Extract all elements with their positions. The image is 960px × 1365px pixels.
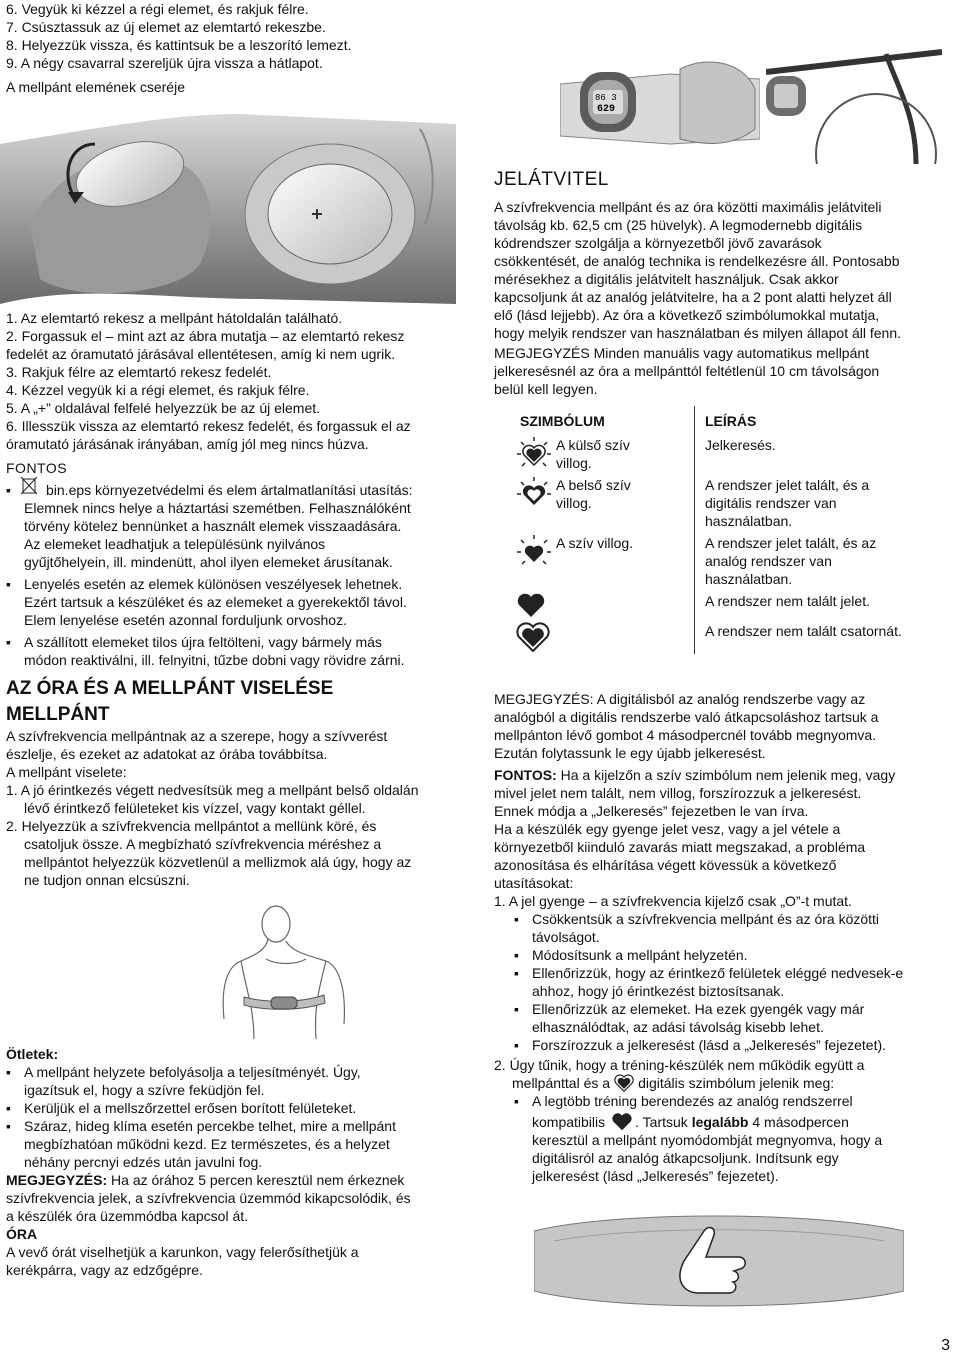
text-line: MEGJEGYZÉS Minden manuális vagy automatikus mellpánt bbox=[494, 345, 870, 361]
bullet-part-bold: legalább bbox=[691, 1113, 749, 1130]
fontos2-text: Ha a kijelzőn a szív szimbólum nem jelenik meg, vagy bbox=[556, 767, 896, 783]
symbol-label: A szív villog. bbox=[556, 535, 634, 551]
table-row bbox=[512, 474, 932, 532]
symbol-label: villog. bbox=[556, 495, 592, 511]
table-head-description: LEÍRÁS bbox=[705, 413, 757, 429]
text-line: Ennek módja a „Jelkeresés” fejezetben le van írva. bbox=[494, 803, 809, 819]
step-head bbox=[494, 1074, 956, 1092]
strap-steps bbox=[6, 309, 470, 453]
bullet-line: digitálisról az analóg átkapcsoljunk. Indítsunk egy bbox=[532, 1150, 839, 1166]
step-bullet bbox=[494, 1036, 956, 1054]
fontos-line: Az elemeket leadhatjuk a településünk nyilvános bbox=[24, 536, 326, 552]
symbol-label: A belső szív bbox=[556, 477, 631, 493]
fontos-label: FONTOS bbox=[6, 460, 68, 476]
step-line: 3. Rakjuk félre az elemtartó rekesz fedelét. bbox=[6, 364, 272, 380]
symbol-label: A külső szív bbox=[556, 437, 630, 453]
bullet-part: . Tartsuk bbox=[635, 1113, 692, 1130]
text-line: csökkentését, de analóg technika is rendelkezésre áll. Pontosabb bbox=[494, 253, 900, 269]
heart-solid-icon bbox=[516, 592, 690, 618]
text-line: MEGJEGYZÉS: A digitálisból az analóg rendszerbe vagy az bbox=[494, 691, 866, 707]
fontos-bullet bbox=[6, 575, 470, 629]
fontos-line: gyűjtőhelyein, ill. mindenütt, ahol ilyen elemeket árusítanak. bbox=[24, 554, 393, 570]
symbol-description: használatban. bbox=[705, 571, 793, 587]
text-line: 1. A jó érintkezés végett nedvesítsük meg a mellpánt belső oldalán bbox=[6, 782, 419, 798]
fontos-line: ▪ A szállított elemeket tilos újra feltölteni, vagy bármely más bbox=[24, 634, 382, 650]
bullet-line: elhasználódtak, az adási távolság kisebb lehet. bbox=[532, 1019, 824, 1035]
bullet-line: jelkeresést (lásd „Jelkeresés” fejezetet). bbox=[532, 1168, 779, 1184]
heart-inner-blink-icon bbox=[516, 476, 556, 510]
text-line: lévő érintkező felületeket kis vízzel, vagy kontakt géllel. bbox=[24, 800, 366, 816]
tip-line: ▪ A mellpánt helyzete befolyásolja a teljesítményét. Úgy, bbox=[24, 1064, 361, 1080]
fontos2-bold: FONTOS: bbox=[494, 767, 557, 783]
text-line: kódrendszer szolgálja a környezetből jövő zavarások bbox=[494, 235, 822, 251]
ora-line: kerékpárra, vagy az edzőgépre. bbox=[6, 1262, 203, 1278]
step-line: 9. A négy csavarral szereljük újra vissza a hátlapot. bbox=[6, 55, 323, 71]
fontos-line: módon reaktiválni, ill. felnyitni, tűzbe dobni vagy rövidre zárni. bbox=[24, 652, 405, 668]
fontos-bullet bbox=[6, 633, 470, 669]
tip-item bbox=[6, 1117, 470, 1171]
text-line: mellpántot helyezzük közvetlenül a mellizmok alá úgy, hogy az bbox=[24, 854, 412, 870]
bullet-line: ▪ Ellenőrizzük az elemeket. Ha ezek gyengék vagy már bbox=[532, 1001, 865, 1017]
text-line: A szívfrekvencia mellpánt és az óra közötti maximális jelátviteli bbox=[494, 199, 882, 215]
text-line: ne tudjon onnan elcsúszni. bbox=[24, 872, 190, 888]
note-text: Ha az órához 5 percen keresztül nem érkeznek bbox=[107, 1172, 405, 1188]
strap-button-press-illustration bbox=[534, 1201, 904, 1313]
table-row bbox=[512, 590, 932, 620]
text-line: elő (lásd lejjebb). Az óra a következő szimbólumokkal mutatja, bbox=[494, 307, 880, 323]
bullet-part: 4 másodpercen bbox=[748, 1113, 849, 1130]
table-row bbox=[512, 532, 932, 590]
bullet-line: ▪ Forszírozzuk a jelkeresést (lásd a „Jelkeresés” fejezetet). bbox=[532, 1037, 887, 1053]
symbol-label: villog. bbox=[556, 455, 592, 471]
text-line: mivel jelet nem talált, nem villog, forszírozzuk a jelkeresést. bbox=[494, 785, 862, 801]
symbol-description: A rendszer nem talált csatornát. bbox=[705, 623, 902, 639]
table-row bbox=[512, 620, 932, 654]
text-line: Ha a készülék egy gyenge jelet vesz, vagy a jel vétele a bbox=[494, 821, 841, 837]
text-line: belül kell legyen. bbox=[494, 381, 598, 397]
text-line: azonosítása és elhárítása végett kövessük a következő bbox=[494, 857, 837, 873]
tip-line: megbízhatóan működni kezd. Ez természetes, és a helyzet bbox=[24, 1136, 390, 1152]
fontos2 bbox=[494, 766, 956, 892]
bullet-line: ▪ Módosítsunk a mellpánt helyzetén. bbox=[532, 947, 748, 963]
ora-line: A vevő órát viselhetjük a karunkon, vagy felerősíthetjük a bbox=[6, 1244, 359, 1260]
step-line: 8. Helyezzük vissza, és kattintsuk be a leszorító lemezt. bbox=[6, 37, 352, 53]
text-line: hogy melyik rendszer van használatban és milyen állapot áll fenn. bbox=[494, 325, 902, 341]
steps2 bbox=[494, 1056, 956, 1185]
heart-blink-icon bbox=[516, 534, 556, 568]
jelatvitel-text bbox=[494, 198, 956, 398]
bullet-line: távolságot. bbox=[532, 929, 600, 945]
strap-title: A mellpánt elemének cseréje bbox=[6, 79, 185, 95]
jelatvitel-title: JELÁTVITEL bbox=[494, 169, 609, 190]
bullet-line bbox=[532, 1112, 956, 1131]
tip-line: igazítsuk el, hogy a szívre feküdjön fel. bbox=[24, 1082, 265, 1098]
text-line: észlelje, és ezeket az adatokat az órába továbbítsa. bbox=[6, 746, 328, 762]
tip-line: néhány percnyi edzés után javulni fog. bbox=[24, 1154, 263, 1170]
text-line: kapcsoljunk át az analóg jelátvitelre, ha a 2 pont alatti helyzet áll bbox=[494, 289, 892, 305]
step-bullet bbox=[494, 910, 956, 946]
heart-outer-blink-icon bbox=[516, 436, 556, 470]
section-title: AZ ÓRA ÉS A MELLPÁNT VISELÉSE bbox=[6, 678, 334, 699]
symbol-description: A rendszer jelet talált, és az bbox=[705, 535, 877, 551]
step-line: 6. Illesszük vissza az elemtartó rekesz fedelét, és forgassuk el az bbox=[6, 418, 411, 434]
bullet-part: kompatibilis bbox=[532, 1113, 606, 1130]
fontos-line: Elem lenyelése esetén azonnal forduljunk orvoshoz. bbox=[24, 612, 347, 628]
tip-item bbox=[6, 1099, 470, 1117]
fontos-line: ▪ Lenyelés esetén az elemek különösen veszélyesek lehetnek. bbox=[24, 576, 403, 592]
ora-title: ÓRA bbox=[6, 1226, 38, 1242]
bullet-line: ahhoz, hogy jó érintkezést biztosítsanak. bbox=[532, 983, 785, 999]
text-line: mérésekhez a digitális jelátvitelt használjuk. Csak akkor bbox=[494, 271, 839, 287]
tips-list bbox=[6, 1063, 470, 1171]
step-line: 4. Kézzel vegyük ki a régi elemet, és rakjuk félre. bbox=[6, 382, 310, 398]
fontos-bullets bbox=[6, 481, 470, 669]
step-head: 1. A jel gyenge – a szívfrekvencia kijelző csak „O”-t mutat. bbox=[494, 893, 852, 909]
text-line: A mellpánt viselete: bbox=[6, 764, 127, 780]
left-column bbox=[6, 0, 470, 1279]
bullet-line: ▪ A legtöbb tréning berendezés az analóg rendszerrel bbox=[532, 1093, 853, 1109]
note2 bbox=[494, 690, 956, 762]
symbol-table bbox=[512, 406, 932, 654]
bullet-line: ▪ Ellenőrizzük, hogy az érintkező felületek eléggé nedvesek-e bbox=[532, 965, 904, 981]
step-head-part: mellpánttal és a bbox=[512, 1075, 611, 1091]
fontos-line: ▪ bin.eps környezetvédelmi és elem ártalmatlanítási utasítás: bbox=[46, 482, 413, 498]
fontos-line: törvény kötelez bennünket a használt elemek visszaadására. bbox=[24, 518, 402, 534]
bullet-line: ▪ Csökkentsük a szívfrekvencia mellpánt és az óra közötti bbox=[532, 911, 880, 927]
note-line: a készülék óra üzemmódba kapcsol át. bbox=[6, 1208, 249, 1224]
text-line: jelkeresésnél az óra a mellpánttól feltétlenül 10 cm távolságon bbox=[494, 363, 880, 379]
note-bold: MEGJEGYZÉS: bbox=[6, 1172, 108, 1188]
step-line: 1. Az elemtartó rekesz a mellpánt hátoldalán található. bbox=[6, 310, 343, 326]
watch-display-line1: 86 3 bbox=[595, 93, 617, 103]
page-number: 3 bbox=[941, 1337, 950, 1354]
text-line: Ezután folytassunk le egy újabb jelkeresést. bbox=[494, 745, 766, 761]
text-line: csatoljuk össze. A megbízható szívfrekvencia méréshez a bbox=[24, 836, 382, 852]
bullet-line: keresztül a mellpánt nyomódombját megnyomva, hogy a bbox=[532, 1132, 883, 1148]
step-line: 5. A „+” oldalával felfelé helyezzük be az új elemet. bbox=[6, 400, 321, 416]
text-line: analógból a digitális rendszerbe való átkapcsoláshoz tartsuk a bbox=[494, 709, 879, 725]
right-column bbox=[494, 168, 956, 1313]
step-bullet bbox=[494, 1092, 956, 1185]
steps1 bbox=[494, 892, 956, 1054]
text-line: mellpánton lévő gombot 4 másodpercnél tovább megnyomva. bbox=[494, 727, 877, 743]
step-bullet bbox=[494, 964, 956, 1000]
heart-double-icon bbox=[614, 1074, 634, 1092]
mellpant-text bbox=[6, 727, 470, 889]
strap-battery-illustration bbox=[0, 104, 456, 309]
step-line: 2. Forgassuk el – mint azt az ábra mutatja – az elemtartó rekesz bbox=[6, 328, 405, 344]
step-line: óramutató járásának irányában, amíg jól meg nincs húzva. bbox=[6, 436, 369, 452]
symbol-description: A rendszer nem talált jelet. bbox=[705, 593, 870, 609]
tip-line: ▪ Száraz, hideg klíma esetén percekbe telhet, mire a mellpánt bbox=[24, 1118, 396, 1134]
table-head-symbol: SZIMBÓLUM bbox=[512, 406, 695, 434]
text-line: utasításokat: bbox=[494, 875, 574, 891]
tip-item bbox=[6, 1063, 470, 1099]
symbol-description: Jelkeresés. bbox=[705, 437, 776, 453]
heart-solid-icon bbox=[611, 1112, 633, 1131]
recycle-bin-icon bbox=[20, 475, 38, 495]
fontos-bullet bbox=[6, 481, 470, 571]
heart-double-icon bbox=[516, 622, 690, 652]
mellpant-title: MELLPÁNT bbox=[6, 704, 110, 725]
watch-display-line2: 629 bbox=[597, 104, 616, 115]
text-line: környezetből kiinduló zavarás miatt megszakad, a probléma bbox=[494, 839, 866, 855]
symbol-description: analóg rendszer van bbox=[705, 553, 832, 569]
note-line: szívfrekvencia jelek, a szívfrekvencia üzemmód kikapcsolódik, és bbox=[6, 1190, 411, 1206]
watch-on-wrist-photo bbox=[560, 44, 760, 164]
step-bullet bbox=[494, 1000, 956, 1036]
text-line: 2. Helyezzük a szívfrekvencia mellpántot a mellünk köré, és bbox=[6, 818, 377, 834]
step-line: 7. Csúsztassuk az új elemet az elemtartó rekeszbe. bbox=[6, 19, 326, 35]
text-line: A szívfrekvencia mellpántnak az a szerepe, hogy a szívverést bbox=[6, 728, 388, 744]
step-bullet bbox=[494, 946, 956, 964]
symbol-description: A rendszer jelet talált, és a bbox=[705, 477, 870, 493]
tip-line: ▪ Kerüljük el a mellszőrzettel erősen borított felületeket. bbox=[24, 1100, 357, 1116]
step-head: 2. Úgy tűnik, hogy a tréning-készülék nem működik együtt a bbox=[494, 1057, 865, 1073]
text-line bbox=[494, 766, 956, 784]
fontos-line: Ezért tartsuk a készüléket és az elemeket a gyerekektől távol. bbox=[24, 594, 407, 610]
step-line: fedelét az óramutató járásával ellentétesen, amíg ki nem ugrik. bbox=[6, 346, 396, 362]
symbol-description: használatban. bbox=[705, 513, 793, 529]
tips-title: Ötletek: bbox=[6, 1046, 59, 1062]
note-line bbox=[6, 1171, 470, 1189]
table-row bbox=[512, 434, 932, 474]
top-steps bbox=[6, 0, 470, 72]
fontos-line: Elemnek nincs helye a háztartási szemétben. Felhasználóként bbox=[24, 500, 411, 516]
step-line: 6. Vegyük ki kézzel a régi elemet, és rakjuk félre. bbox=[6, 1, 309, 17]
man-wearing-strap-illustration bbox=[206, 899, 396, 1039]
text-line: távolság kb. 62,5 cm (25 hüvelyk). A legmodernebb digitális bbox=[494, 217, 863, 233]
symbol-description: digitális rendszer van bbox=[705, 495, 837, 511]
step-head-part: digitális szimbólum jelenik meg: bbox=[638, 1075, 835, 1091]
watch-on-bike-photo bbox=[766, 44, 942, 164]
